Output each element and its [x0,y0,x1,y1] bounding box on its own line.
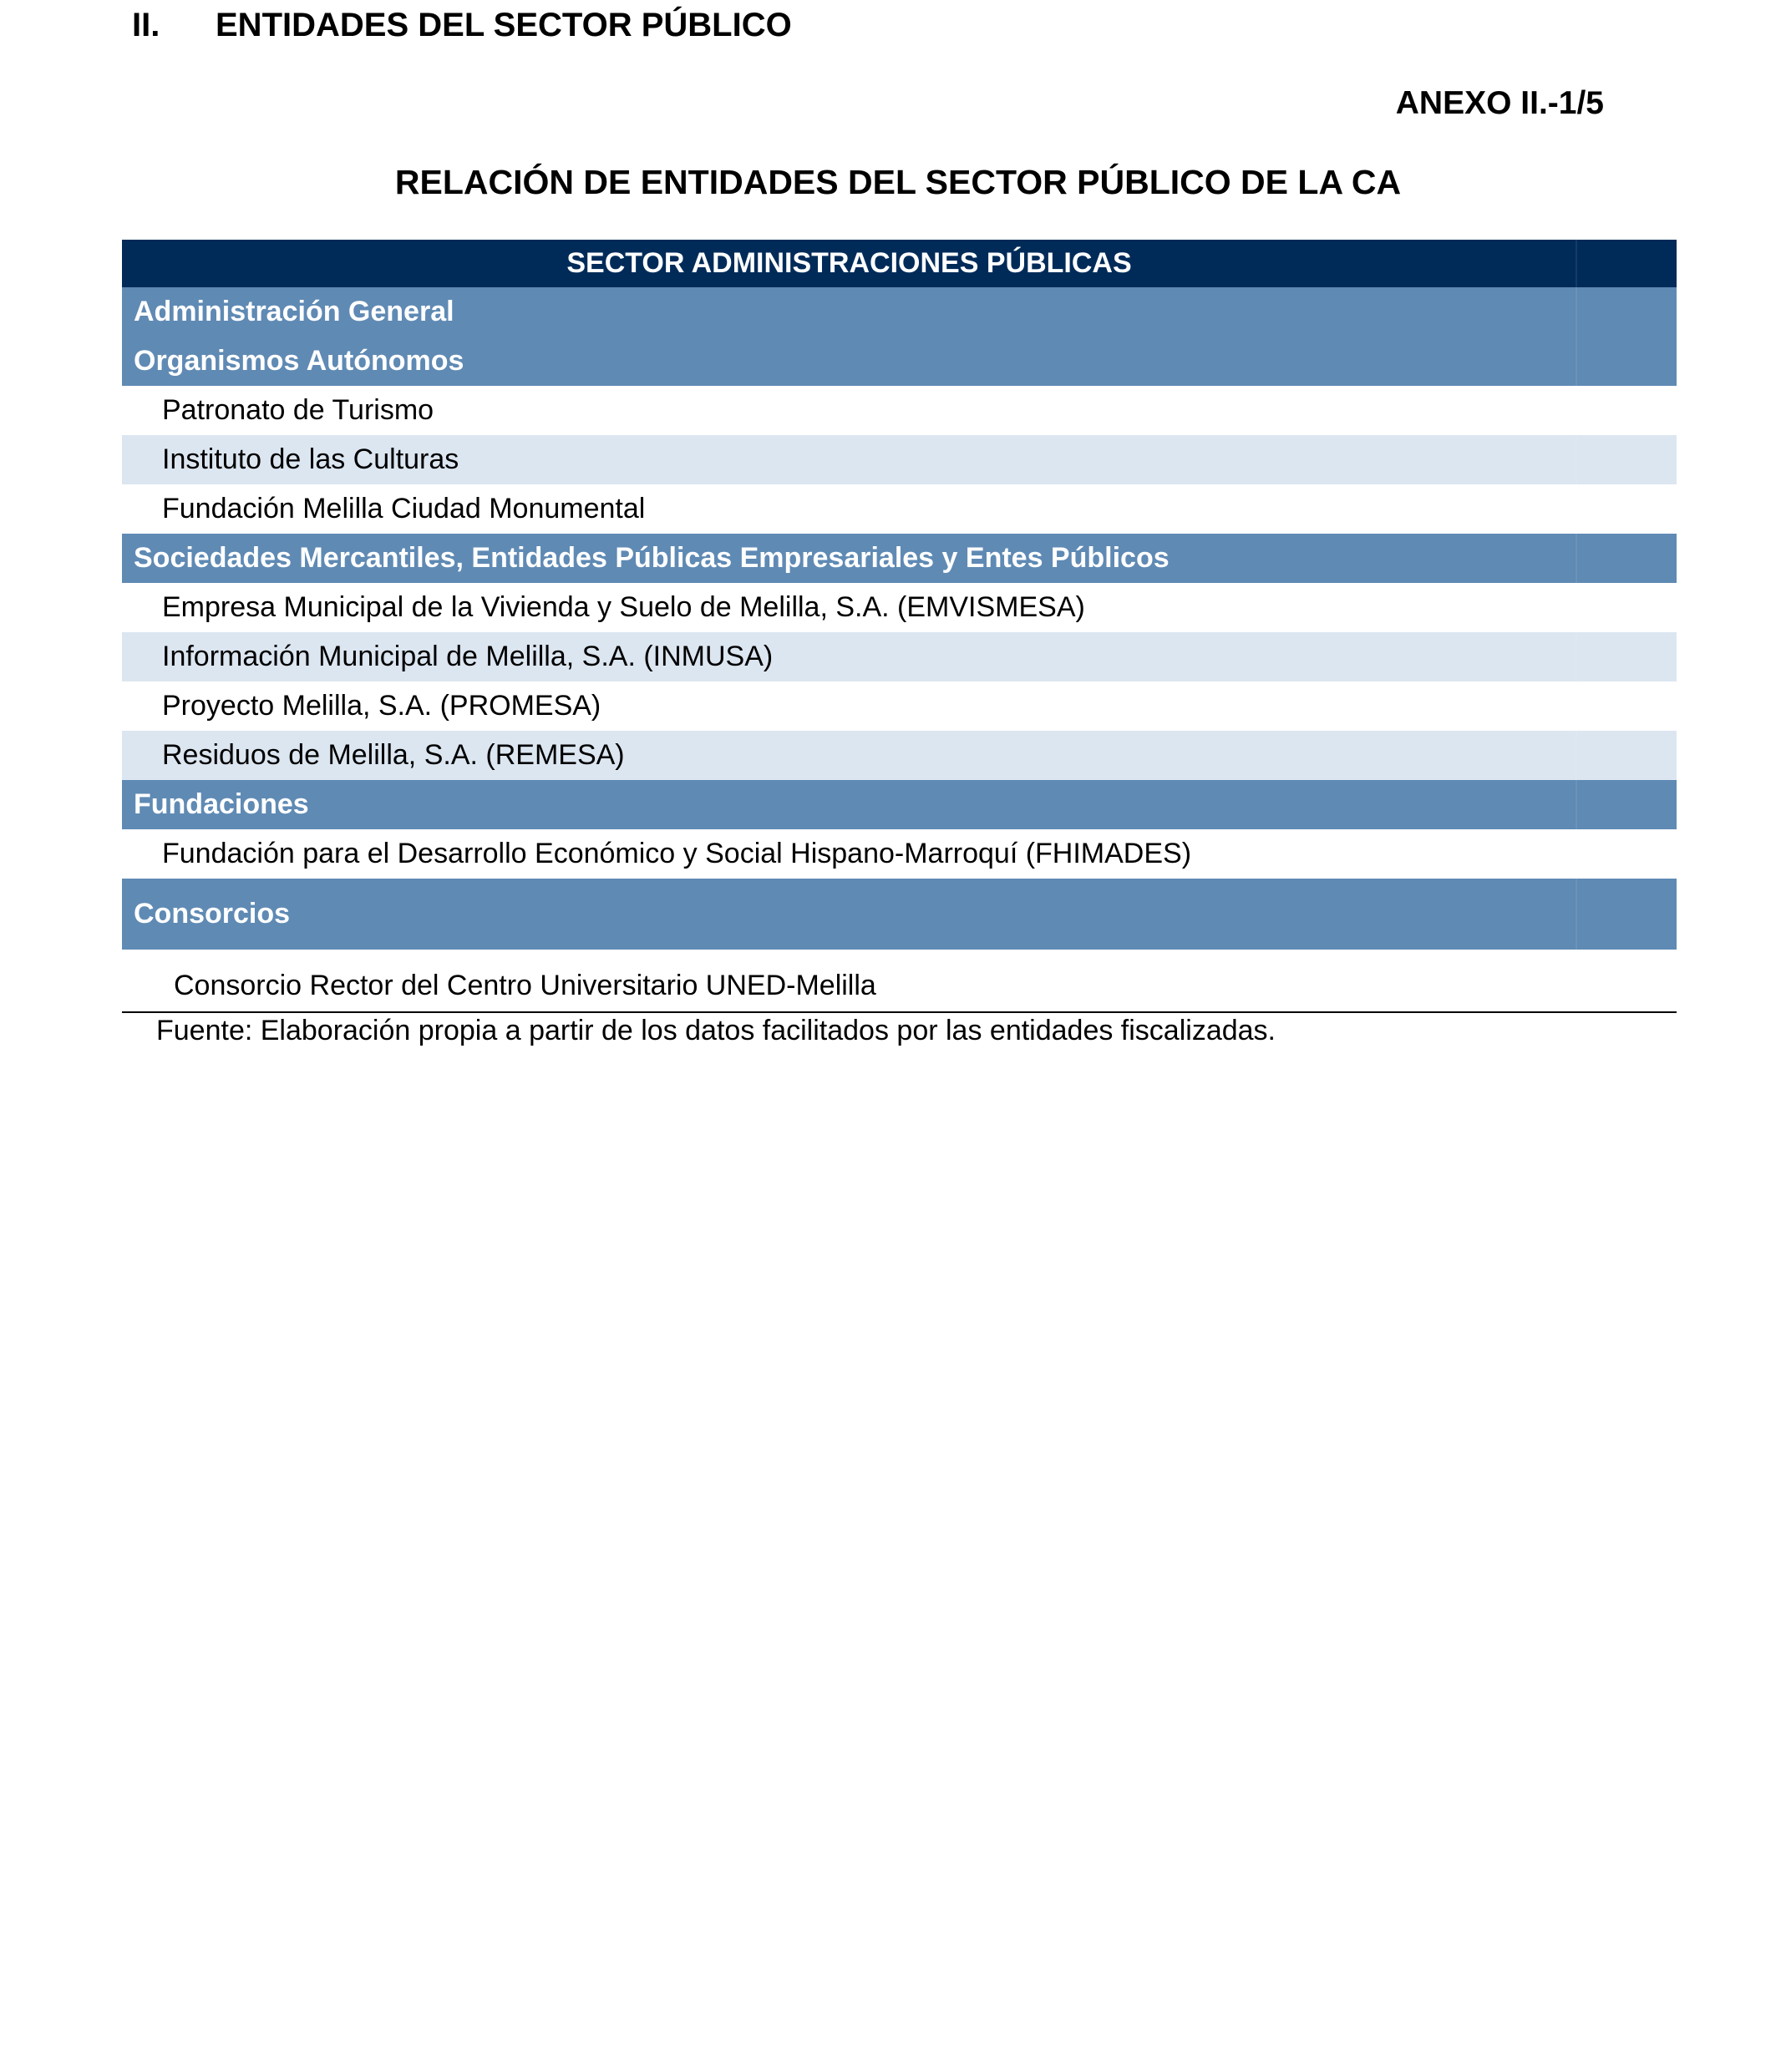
annex-label: ANEXO II.-1/5 [1395,85,1604,121]
category-organismos-autonomos: Organismos Autónomos [122,337,1677,386]
category-fundaciones: Fundaciones [122,780,1677,829]
entity-row: Proyecto Melilla, S.A. (PROMESA) [122,681,1677,731]
entity-row: Instituto de las Culturas [122,435,1677,484]
entity-row: Fundación para el Desarrollo Económico y Social Hispano-Marroquí (FHIMADES) [122,829,1677,879]
document-title: RELACIÓN DE ENTIDADES DEL SECTOR PÚBLICO DE LA CA [394,163,1402,201]
entity-row: Información Municipal de Melilla, S.A. (INMUSA) [122,632,1677,681]
section-number: II. [132,7,160,43]
section-title: ENTIDADES DEL SECTOR PÚBLICO [216,7,792,43]
source-note: Fuente: Elaboración propia a partir de los datos facilitados por las entidades fiscalizadas. [156,1015,1276,1046]
entity-table [122,240,1677,1013]
category-administracion-general: Administración General [122,287,1677,337]
category-consorcios: Consorcios [122,879,1677,950]
sector-header: SECTOR ADMINISTRACIONES PÚBLICAS [122,240,1677,287]
section-heading [132,3,792,47]
category-sociedades-mercantiles: Sociedades Mercantiles, Entidades Públicas Empresariales y Entes Públicos [122,534,1677,583]
entity-row: Patronato de Turismo [122,386,1677,435]
entity-row: Empresa Municipal de la Vivienda y Suelo de Melilla, S.A. (EMVISMESA) [122,583,1677,632]
entity-row: Consorcio Rector del Centro Universitario UNED-Melilla [122,950,1677,1013]
entity-row: Residuos de Melilla, S.A. (REMESA) [122,731,1677,780]
entity-row: Fundación Melilla Ciudad Monumental [122,484,1677,534]
